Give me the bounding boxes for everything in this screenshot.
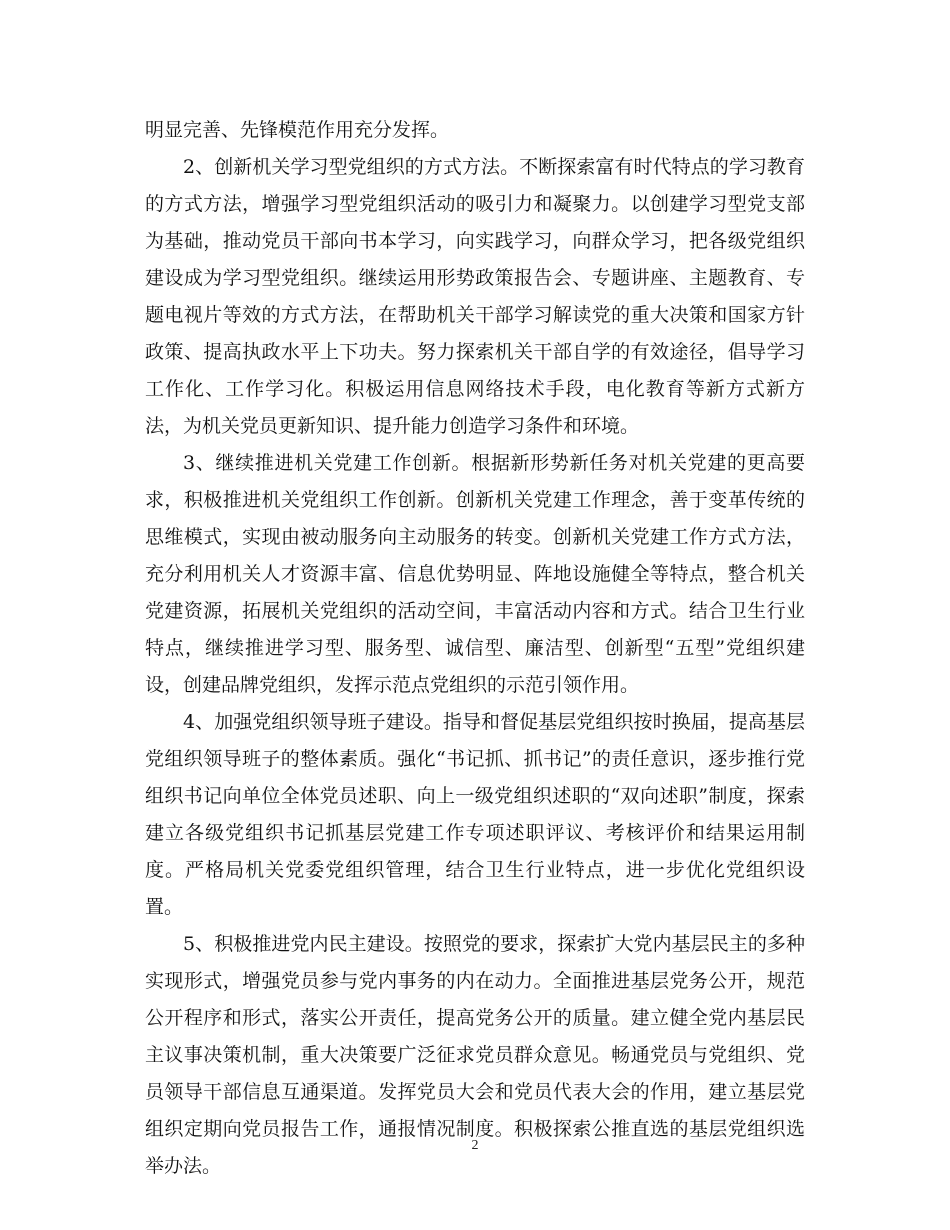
page-number: 2	[471, 1138, 479, 1153]
document-body	[145, 112, 805, 1185]
paragraph-item-2: 2、创新机关学习型党组织的方式方法。不断探索富有时代特点的学习教育的方式方法，增强学习型党组织活动的吸引力和凝聚力。以创建学习型党支部为基础，推动党员干部向书本学习，向实践学习，向群众学习，把各级党组织建设成为学习型党组织。继续运用形势政策报告会、专题讲座、主题教育、专题电视片等效的方式方法，在帮助机关干部学习解读党的重大决策和国家方针政策、提高执政水平上下功夫。努力探索机关干部自学的有效途径，倡导学习工作化、工作学习化。积极运用信息网络技术手段，电化教育等新方式新方法，为机关党员更新知识、提升能力创造学习条件和环境。	[145, 156, 805, 437]
paragraph-item-3: 3、继续推进机关党建工作创新。根据新形势新任务对机关党建的更高要求，积极推进机关党组织工作创新。创新机关党建工作理念，善于变革传统的思维模式，实现由被动服务向主动服务的转变。创新机关党建工作方式方法，充分利用机关人才资源丰富、信息优势明显、阵地设施健全等特点，整合机关党建资源，拓展机关党组织的活动空间，丰富活动内容和方式。结合卫生行业特点，继续推进学习型、服务型、诚信型、廉洁型、创新型“五型”党组织建设，创建品牌党组织，发挥示范点党组织的示范引领作用。	[145, 452, 805, 696]
paragraph-item-4: 4、加强党组织领导班子建设。指导和督促基层党组织按时换届，提高基层党组织领导班子的整体素质。强化“书记抓、抓书记”的责任意识，逐步推行党组织书记向单位全体党员述职、向上一级党组织述职的“双向述职”制度，探索建立各级党组织书记抓基层党建工作专项述职评议、考核评价和结果运用制度。严格局机关党委党组织管理，结合卫生行业特点，进一步优化党组织设置。	[145, 711, 805, 918]
paragraph-continuation: 明显完善、先锋模范作用充分发挥。	[145, 119, 450, 141]
paragraph-item-5: 5、积极推进党内民主建设。按照党的要求，探索扩大党内基层民主的多种实现形式，增强党员参与党内事务的内在动力。全面推进基层党务公开，规范公开程序和形式，落实公开责任，提高党务公开的质量。建立健全党内基层民主议事决策机制，重大决策要广泛征求党员群众意见。畅通党员与党组织、党员领导干部信息互通渠道。发挥党员大会和党员代表大会的作用，建立基层党组织定期向党员报告工作，通报情况制度。积极探索公推直选的基层党组织选举办法。	[145, 933, 805, 1177]
